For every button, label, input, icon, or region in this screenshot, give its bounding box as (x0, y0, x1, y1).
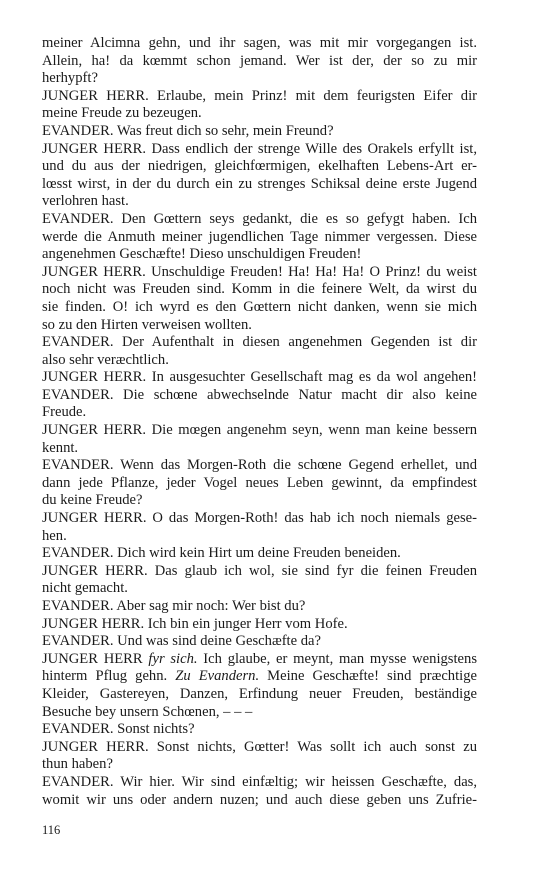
text-line: kennt. (42, 439, 79, 456)
text-fragment: hinterm Pflug gehn. (42, 668, 176, 685)
text-line: JUNGER HERR. Unschuldige Freuden! Ha! Ha! Ha! O Prinz! du weist (42, 263, 477, 280)
text-line (42, 651, 477, 669)
text-line: EVANDER. Wenn das Morgen-Roth die schœne Gegend erhellet, und (42, 457, 477, 474)
text-line: EVANDER. Was freut dich so sehr, mein Freund? (42, 122, 334, 139)
text-line: Freude. (42, 404, 87, 421)
text-line: EVANDER. Wir hier. Wir sind einfæltig; wir heissen Geschæfte, das, (42, 773, 477, 790)
text-line: EVANDER. Dich wird kein Hirt um deine Freuden beneiden. (42, 545, 401, 562)
text-line: angenehmen Geschæfte! Dieso unschuldigen Freuden! (42, 246, 362, 263)
text-line: herhypft? (42, 70, 98, 87)
text-fragment: JUNGER HERR (42, 650, 149, 667)
text-line: Allein, ha! da kœmmt schon jemand. Wer ist der, der so zu mir (42, 52, 477, 69)
text-line: thun haben? (42, 756, 113, 773)
text-line: EVANDER. Den Gœttern seys gedankt, die es so gefygt haben. Ich (42, 210, 477, 227)
text-line: Besuche bey unsern Schœnen, – – – (42, 703, 253, 720)
text-line: JUNGER HERR. Das glaub ich wol, sie sind fyr die feinen Freuden (42, 562, 477, 579)
text-line: EVANDER. Sonst nichts? (42, 721, 195, 738)
text-line: JUNGER HERR. Ich bin ein junger Herr vom Hofe. (42, 615, 348, 632)
text-line: du keine Freude? (42, 492, 143, 509)
text-line: hen. (42, 527, 67, 544)
text-line: nicht gemacht. (42, 580, 128, 597)
text-line: JUNGER HERR. Die mœgen angenehm seyn, wenn man keine bessern (42, 422, 477, 439)
text-line: JUNGER HERR. Sonst nichts, Gœtter! Was sollt ich auch sonst zu (42, 738, 477, 755)
text-line: EVANDER. Und was sind deine Geschæfte da? (42, 633, 321, 650)
stage-direction: fyr sich. (148, 650, 198, 667)
text-line: so zu den Hirten verweisen wollten. (42, 316, 252, 333)
text-line: dann jede Pflanze, jeder Vogel neues Leben gewinnt, da empfindest (42, 474, 477, 491)
text-line: JUNGER HERR. Erlaube, mein Prinz! mit dem feurigsten Eifer dir (42, 87, 477, 104)
text-line: meiner Alcimna gehn, und ihr sagen, was mit mir vorgegangen ist. (42, 35, 477, 51)
text-fragment: Ich glaube, er meynt, man mysse wenigstens (197, 650, 477, 667)
text-line: werde die Anmuth meiner jugendlichen Tage nimmer vergessen. Diese (42, 228, 477, 245)
text-line: womit wir uns oder andern nuzen; und auch diese geben uns Zufrie- (42, 791, 477, 808)
text-line: lœsst wirst, in der du durch ein zu strenges Schiksal deine erste Jugend (42, 175, 477, 192)
text-line: also sehr veræchtlich. (42, 351, 169, 368)
stage-direction: Zu Evandern. (175, 668, 260, 685)
text-line: EVANDER. Der Aufenthalt in diesen angenehmen Gegenden ist dir (42, 334, 477, 351)
text-line: sie finden. O! ich wyrd es den Gœttern nicht danken, wenn sie mich (42, 298, 477, 315)
page-number: 116 (42, 823, 61, 837)
drama-text-block (42, 35, 477, 809)
text-line: JUNGER HERR. In ausgesuchter Gesellschaft mag es da wol angehen! (42, 369, 477, 386)
text-line: und du aus der niedrigen, gleichfœrmigen, ekelhaften Lebens-Art er- (42, 158, 477, 175)
text-fragment: Meine Geschæfte! sind præchtige (259, 668, 477, 685)
text-line: EVANDER. Aber sag mir noch: Wer bist du? (42, 598, 306, 614)
text-line: EVANDER. Die schœne abwechselnde Natur macht dir also keine (42, 386, 477, 403)
text-line: verlohren hast. (42, 193, 129, 210)
text-line: noch nicht was Freuden sind. Komm in die feinere Welt, da wirst du (42, 281, 477, 298)
text-line: JUNGER HERR. Dass endlich der strenge Wille des Orakels erfyllt ist, (42, 140, 477, 157)
text-line (42, 668, 477, 686)
text-line: meine Freude zu bezeugen. (42, 105, 202, 122)
text-line: JUNGER HERR. O das Morgen-Roth! das hab ich noch niemals gese- (42, 510, 477, 527)
text-line: Kleider, Gastereyen, Danzen, Erfindung neuer Freuden, beständige (42, 685, 477, 702)
